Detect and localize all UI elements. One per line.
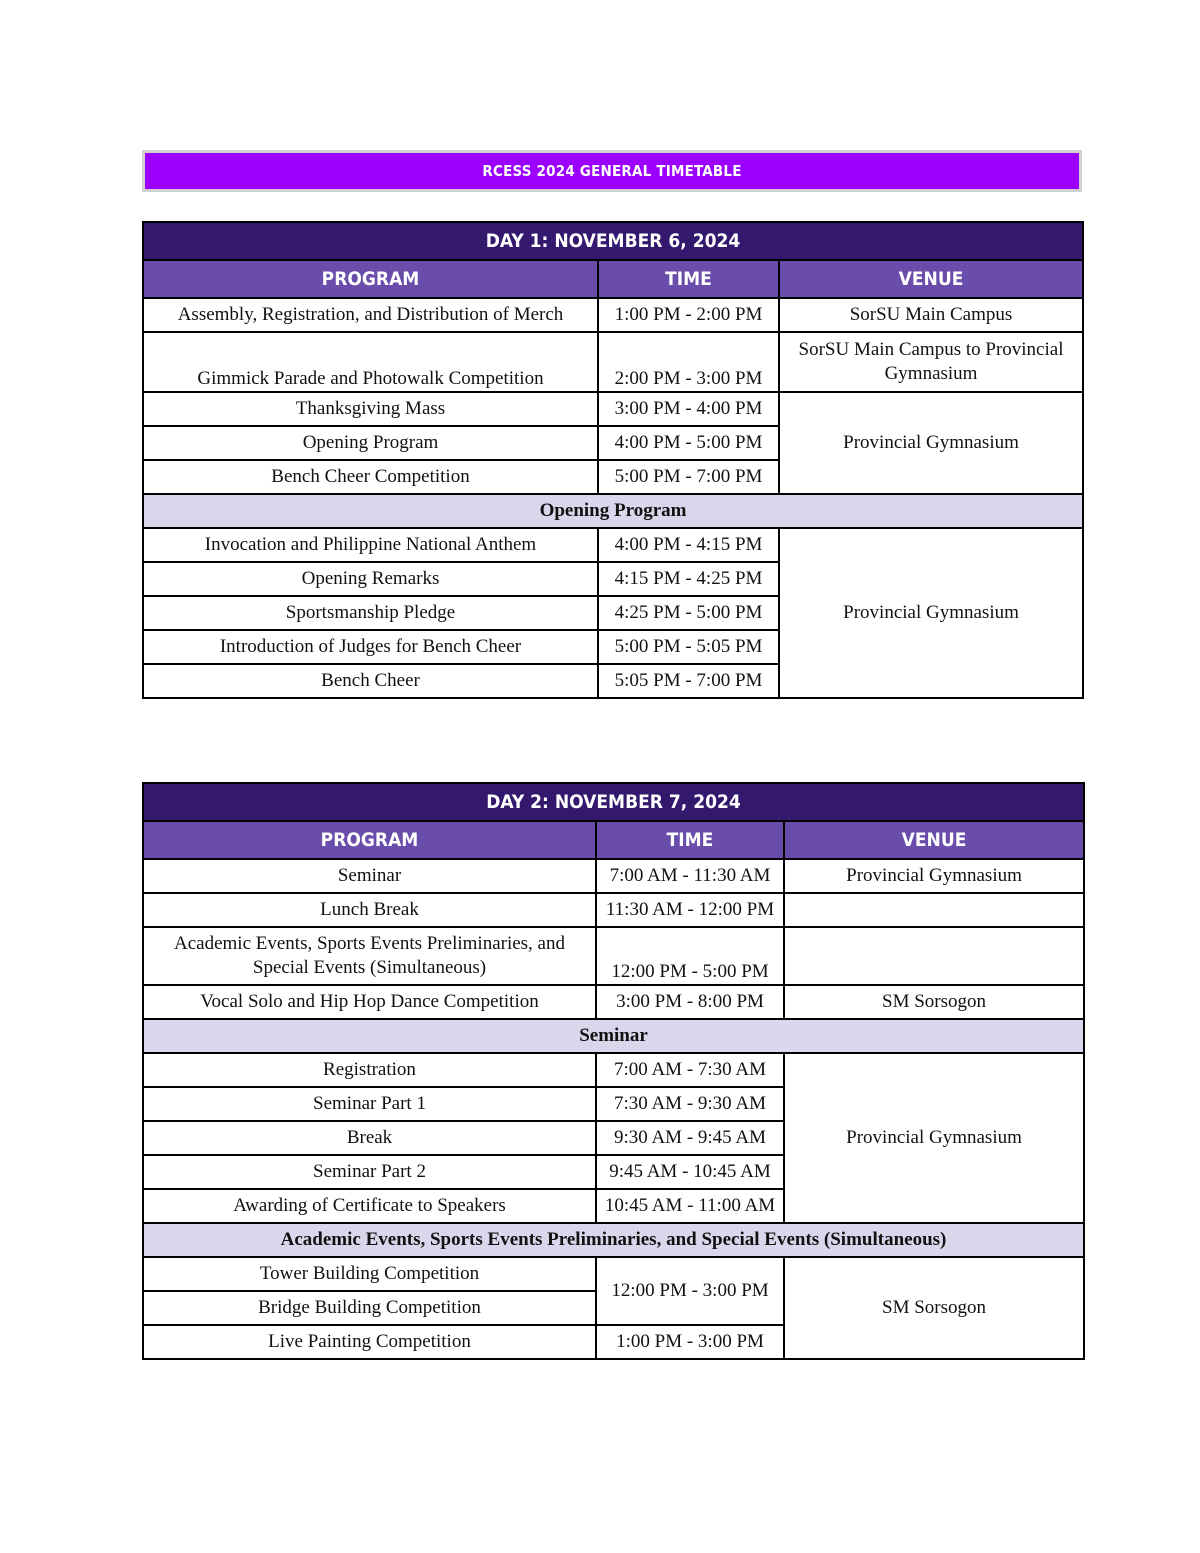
table-row: [143, 332, 1083, 392]
table-row: [143, 893, 1084, 927]
venue-cell: SorSU Main Campus to Provincial Gymnasium: [779, 332, 1083, 392]
time-cell: 10:45 AM - 11:00 AM: [596, 1189, 784, 1223]
table-row: [143, 1257, 1084, 1291]
program-cell: Tower Building Competition: [143, 1257, 596, 1291]
table-row: [143, 298, 1083, 332]
time-cell: 5:00 PM - 5:05 PM: [598, 630, 779, 664]
table-row: [143, 528, 1083, 562]
venue-cell: Provincial Gymnasium: [784, 859, 1084, 893]
venue-cell: Provincial Gymnasium: [779, 528, 1083, 698]
time-cell: 2:00 PM - 3:00 PM: [598, 332, 779, 392]
program-cell: Introduction of Judges for Bench Cheer: [143, 630, 598, 664]
program-cell: Awarding of Certificate to Speakers: [143, 1189, 596, 1223]
venue-cell: Provincial Gymnasium: [779, 392, 1083, 494]
section-title: Seminar: [143, 1019, 1084, 1053]
time-cell: 3:00 PM - 8:00 PM: [596, 985, 784, 1019]
program-cell: Seminar Part 1: [143, 1087, 596, 1121]
section-title: Opening Program: [143, 494, 1083, 528]
time-cell: 7:30 AM - 9:30 AM: [596, 1087, 784, 1121]
venue-cell: [784, 893, 1084, 927]
time-cell: 1:00 PM - 2:00 PM: [598, 298, 779, 332]
time-cell: 4:15 PM - 4:25 PM: [598, 562, 779, 596]
table-row: [143, 985, 1084, 1019]
program-cell: Vocal Solo and Hip Hop Dance Competition: [143, 985, 596, 1019]
venue-cell: Provincial Gymnasium: [784, 1053, 1084, 1223]
time-cell: 4:00 PM - 4:15 PM: [598, 528, 779, 562]
day1-title: DAY 1: NOVEMBER 6, 2024: [143, 222, 1083, 260]
table-row: [143, 859, 1084, 893]
time-cell: 9:45 AM - 10:45 AM: [596, 1155, 784, 1189]
time-cell: 1:00 PM - 3:00 PM: [596, 1325, 784, 1359]
program-cell: Seminar: [143, 859, 596, 893]
program-cell: Academic Events, Sports Events Preliminaries, and Special Events (Simultaneous): [143, 927, 596, 985]
program-cell: Registration: [143, 1053, 596, 1087]
program-cell: Lunch Break: [143, 893, 596, 927]
time-cell: 12:00 PM - 3:00 PM: [596, 1257, 784, 1325]
venue-cell: SM Sorsogon: [784, 985, 1084, 1019]
table-row: [143, 392, 1083, 426]
program-cell: Gimmick Parade and Photowalk Competition: [143, 332, 598, 392]
day2-table: [142, 782, 1085, 1360]
venue-cell: [784, 927, 1084, 985]
time-cell: 9:30 AM - 9:45 AM: [596, 1121, 784, 1155]
section-title: Academic Events, Sports Events Preliminaries, and Special Events (Simultaneous): [143, 1223, 1084, 1257]
day2-col-time: TIME: [596, 821, 784, 859]
program-cell: Assembly, Registration, and Distribution of Merch: [143, 298, 598, 332]
program-cell: Invocation and Philippine National Anthem: [143, 528, 598, 562]
day1-table: [142, 221, 1084, 699]
time-cell: 11:30 AM - 12:00 PM: [596, 893, 784, 927]
time-cell: 5:05 PM - 7:00 PM: [598, 664, 779, 698]
timetable-banner: RCESS 2024 GENERAL TIMETABLE: [142, 150, 1082, 192]
venue-cell: SM Sorsogon: [784, 1257, 1084, 1359]
program-cell: Sportsmanship Pledge: [143, 596, 598, 630]
program-cell: Opening Remarks: [143, 562, 598, 596]
day1-col-time: TIME: [598, 260, 779, 298]
day2-col-program: PROGRAM: [143, 821, 596, 859]
program-cell: Bench Cheer: [143, 664, 598, 698]
program-cell: Bench Cheer Competition: [143, 460, 598, 494]
time-cell: 7:00 AM - 11:30 AM: [596, 859, 784, 893]
time-cell: 12:00 PM - 5:00 PM: [596, 927, 784, 985]
program-cell: Seminar Part 2: [143, 1155, 596, 1189]
program-cell: Opening Program: [143, 426, 598, 460]
time-cell: 5:00 PM - 7:00 PM: [598, 460, 779, 494]
program-cell: Break: [143, 1121, 596, 1155]
day2-col-venue: VENUE: [784, 821, 1084, 859]
day1-col-program: PROGRAM: [143, 260, 598, 298]
time-cell: 4:00 PM - 5:00 PM: [598, 426, 779, 460]
program-cell: Live Painting Competition: [143, 1325, 596, 1359]
time-cell: 7:00 AM - 7:30 AM: [596, 1053, 784, 1087]
program-cell: Thanksgiving Mass: [143, 392, 598, 426]
program-cell: Bridge Building Competition: [143, 1291, 596, 1325]
table-row: [143, 1053, 1084, 1087]
day2-title: DAY 2: NOVEMBER 7, 2024: [143, 783, 1084, 821]
time-cell: 3:00 PM - 4:00 PM: [598, 392, 779, 426]
time-cell: 4:25 PM - 5:00 PM: [598, 596, 779, 630]
venue-cell: SorSU Main Campus: [779, 298, 1083, 332]
table-row: [143, 927, 1084, 985]
day1-col-venue: VENUE: [779, 260, 1083, 298]
